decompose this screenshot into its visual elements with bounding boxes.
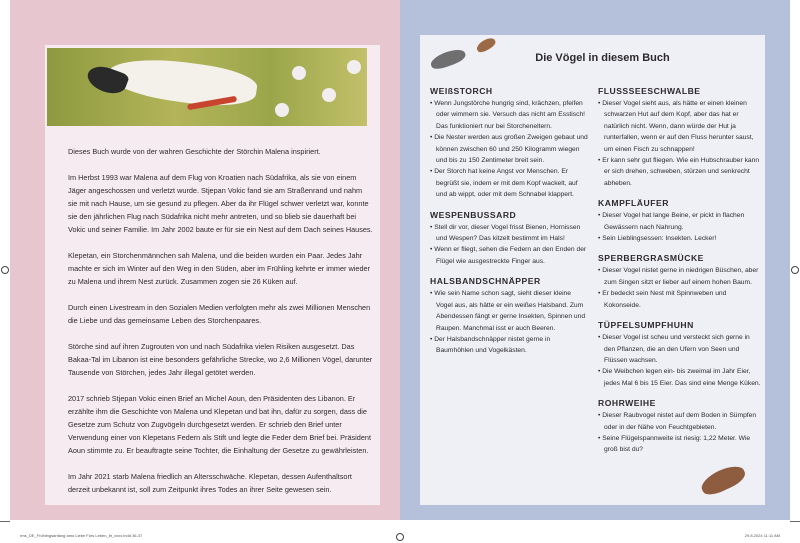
stork-wing	[105, 52, 259, 112]
crop-mark	[790, 521, 800, 522]
registration-mark	[396, 533, 404, 541]
bird-section	[598, 198, 762, 244]
flower	[322, 88, 336, 102]
bird-heading: WEIßSTORCH	[430, 86, 493, 96]
registration-mark	[1, 266, 9, 274]
bird-fact: • Der Halsbandschnäpper nistet gerne in Baumhöhlen und Vogelkästen.	[430, 334, 588, 357]
crop-mark	[0, 521, 10, 522]
bird-fact: • Dieser Vogel nistet gerne in niedrigen Büschen, aber zum Singen sitzt er lieber auf einem hohen Baum.	[598, 265, 762, 288]
paragraph: Im Jahr 2021 starb Malena friedlich an Altersschwäche. Klepetan, dessen Aufenthaltsort derzeit unbekannt ist, soll zum Zeitpunkt ihres Todes an ihrer Seite gewesen sein.	[68, 472, 352, 494]
paragraph: Dieses Buch wurde von der wahren Geschichte der Störchin Malena inspiriert.	[68, 147, 321, 156]
bird-heading: ROHRWEIHE	[598, 398, 656, 409]
bird-facts	[598, 410, 762, 456]
bird-facts	[430, 222, 588, 268]
page-title: Die Vögel in diesem Buch	[535, 52, 670, 64]
bird-heading: KAMPFLÄUFER	[598, 198, 669, 209]
bird-heading: TÜPFELSUMPFHUHN	[598, 320, 694, 331]
flower	[347, 60, 361, 74]
bird-heading: SPERBERGRASMÜCKE	[598, 253, 704, 264]
flower	[292, 66, 306, 80]
registration-mark	[791, 266, 799, 274]
bird-facts	[598, 265, 762, 311]
stork-illustration	[47, 48, 367, 126]
bird-column-right	[598, 86, 762, 465]
bird-facts	[598, 210, 762, 244]
bird-fact: • Sein Lieblingsessen: Insekten. Lecker!	[598, 233, 762, 244]
bird-facts	[430, 98, 588, 201]
bird-heading: HALSBANDSCHNÄPPER	[430, 276, 541, 287]
bird-section	[430, 210, 588, 268]
bird-facts	[430, 288, 588, 356]
bird-heading: FLUSSSEESCHWALBE	[598, 86, 701, 96]
paragraph: Störche sind auf ihren Zugrouten von und nach Südafrika vielen Risiken ausgesetzt. Das Bakaa-Tal im Libanon ist eine besonders gefährliche Strecke, wo 2,6 Millionen Vögel, darunter Tausende von Störchen, jedes Jahr illegal getötet werden.	[68, 342, 373, 377]
bird-section	[598, 320, 762, 389]
paragraph: 2017 schrieb Stjepan Vokic einen Brief an Michel Aoun, den Präsidenten des Libanon. Er erzählte ihm die Geschichte von Malena und Klepetan und bat ihn, dafür zu sorgen, dass die Gesetze zum Schutz von Zugvögeln durchgesetzt werden. Er schrieb den Brief unter Verwendung einer von Klepetans Federn als Stift und legte die Feder dem Brief bei. Präsident Aoun stimmte zu. Er beauftragte seine Tochter, die Einhaltung der Gesetze zu gewährleisten.	[68, 394, 372, 455]
bird-fact: • Die Nester werden aus großen Zweigen gebaut und können zwischen 60 und 250 Kilogramm wiegen und bis zu 150 Zentimeter breit sein.	[430, 132, 588, 166]
bird-fact: • Dieser Vogel ist scheu und versteckt sich gerne in den Pflanzen, die an den Ufern von Seen und Flüssen wachsen.	[598, 332, 762, 366]
bird-fact: • Stell dir vor, dieser Vogel frisst Bienen, Hornissen und Wespen? Das kitzelt bestimmt im Hals!	[430, 222, 588, 245]
bird-fact: • Wenn Jungstörche hungrig sind, krächzen, pfeifen oder wimmern sie. Versuch das nicht am Esstisch! Das funktioniert nur bei Storcheneltern.	[430, 98, 588, 132]
footer-filename: rms_DE_Frühlingsanfang amo Liebe Fürs Leben_bt_xxxx.indd 36-37	[20, 533, 143, 538]
bird-section	[430, 276, 588, 356]
flower	[275, 103, 289, 117]
paragraph: Klepetan, ein Storchenmännchen sah Malena, und die beiden wurden ein Paar. Jedes Jahr machte er sich im Winter auf den Weg in den Süden, aber im Frühling kehrte er immer wieder zu Malena und ihrem Nest zurück. Zusammen zogen sie 26 Küken auf.	[68, 251, 371, 286]
bird-fact: • Dieser Vogel hat lange Beine, er pickt in flachen Gewässern nach Nahrung.	[598, 210, 762, 233]
bird-facts	[598, 98, 762, 189]
bird-fact: • Wie sein Name schon sagt, sieht dieser kleine Vogel aus, als hätte er ein weißes Halsband. Zum Abendessen fängt er gerne Insekten, Spinnen und Raupen. Manchmal isst er auch Beeren.	[430, 288, 588, 334]
bird-fact: • Dieser Vogel sieht aus, als hätte er einen kleinen schwarzen Hut auf dem Kopf, aber das hat er natürlich nicht. Wenn, dann würde der Hut ja runterfallen, wenn er auf den Fluss herunter saust, um einen Fisch zu schnappen!	[598, 98, 762, 155]
bird-section	[598, 86, 762, 189]
bird-section	[430, 86, 588, 201]
bird-fact: • Der Storch hat keine Angst vor Menschen. Er begrüßt sie, indem er mit dem Kopf wackelt, auf und ab wippt, oder mit dem Schnabel klappert.	[430, 166, 588, 200]
bird-column-left	[430, 86, 588, 366]
bird-fact: • Wenn er fliegt, sehen die Federn an den Enden der Flügel wie ausgestreckte Finger aus.	[430, 244, 588, 267]
bird-fact: • Die Weibchen legen ein- bis zweimal im Jahr Eier, jedes Mal 6 bis 15 Eier. Das sind eine Menge Küken.	[598, 366, 762, 389]
bird-fact: • Er kann sehr gut fliegen. Wie ein Hubschrauber kann er sich drehen, schweben, stürzen und senkrecht abheben.	[598, 155, 762, 189]
bird-fact: • Dieser Raubvogel nistet auf dem Boden in Sümpfen oder in der Nähe von Feuchtgebieten.	[598, 410, 762, 433]
paragraph: Durch einen Livestream in den Sozialen Medien verfolgten mehr als zwei Millionen Menschen die Liebe und das gemeinsame Leben des Storchenpaares.	[68, 303, 371, 325]
bird-heading: WESPENBUSSARD	[430, 209, 517, 220]
bird-section	[598, 398, 762, 456]
bird-section	[598, 253, 762, 311]
bird-facts	[598, 332, 762, 389]
paragraph: Im Herbst 1993 war Malena auf dem Flug von Kroatien nach Südafrika, als sie von einem Jäger angeschossen und verletzt wurde. Stjepan Vokic fand sie am Straßenrand und nahm sie mit nach Hause, um sie gesund zu pflegen. Aber da ihr Flügel schwer verletzt war, konnte sie den jährlichen Flug nach Südafrika nicht mehr antreten, und so blieb sie dauerhaft bei Vokic und seiner Familie. Im Jahr 2002 baute er für sie ein Nest auf dem Dach seines Hauses.	[68, 173, 373, 234]
bird-fact: • Seine Flügelspannweite ist riesig: 1,22 Meter. Wie groß bist du?	[598, 433, 762, 456]
story-text	[68, 145, 373, 509]
footer-date: 29.8.2024 11:11 AM	[744, 533, 780, 538]
bird-fact: • Er bedeckt sein Nest mit Spinnweben und Kokonseide.	[598, 288, 762, 311]
